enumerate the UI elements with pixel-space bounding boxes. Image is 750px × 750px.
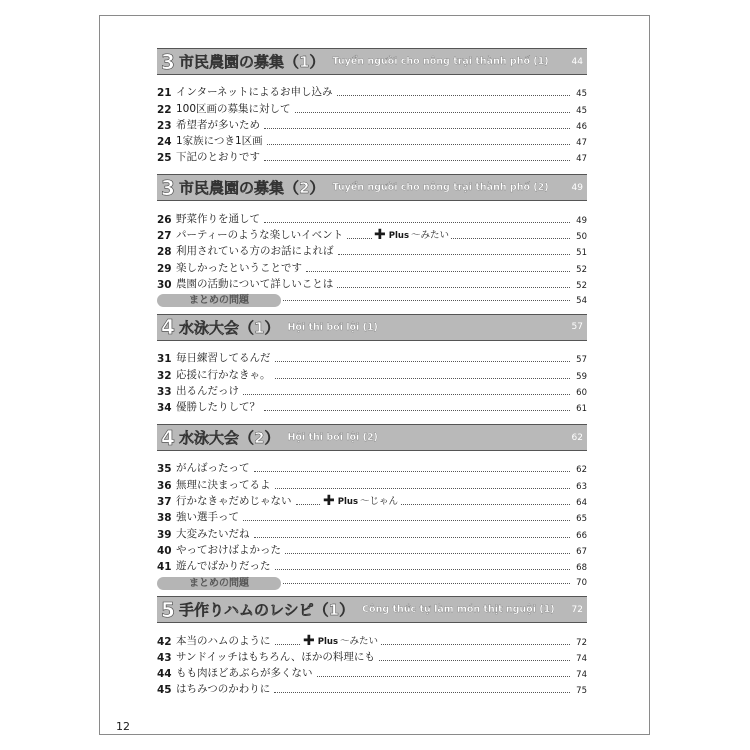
plus-note: [321, 493, 400, 510]
section-title: 水泳大会（1）: [179, 318, 280, 337]
dot-leader: [275, 361, 571, 362]
item-number: 28: [157, 246, 172, 259]
item-text: 優勝したりして？: [176, 401, 260, 414]
toc-item: [157, 664, 587, 680]
item-page: 51: [576, 248, 587, 259]
item-number: 41: [157, 561, 172, 574]
item-text: サンドイッチはもちろん、ほかの料理にも: [176, 650, 375, 663]
plus-note: [372, 227, 451, 244]
item-text: もも肉ほどあぶらが多くない: [176, 667, 313, 680]
toc-item: [157, 99, 587, 115]
item-text: 無理に決まってるよ: [176, 478, 271, 491]
section-header: [157, 314, 587, 341]
plus-cross-icon: ✚: [374, 227, 386, 244]
section-page: 49: [571, 182, 583, 193]
dot-leader: [264, 222, 570, 223]
summary-label: まとめの問題: [157, 294, 281, 307]
item-number: 26: [157, 213, 172, 226]
item-number: 45: [157, 684, 172, 697]
item-number: 22: [157, 103, 172, 116]
toc-item: [157, 508, 587, 524]
section-header: [157, 596, 587, 623]
item-number: 39: [157, 528, 172, 541]
section-number: 5: [161, 597, 175, 622]
item-page: 50: [576, 232, 587, 243]
summary-row: [157, 576, 587, 590]
toc-item: [157, 83, 587, 99]
section-header: [157, 424, 587, 451]
item-number: 44: [157, 668, 172, 681]
item-text: 野菜作りを通して: [176, 212, 260, 225]
item-page: 60: [576, 387, 587, 398]
plus-label: Plus: [317, 636, 339, 647]
section-subtitle: Hội thi bơi lội (2): [287, 432, 378, 444]
item-number: 25: [157, 152, 172, 165]
section-subtitle: Hội thi bơi lội (1): [287, 321, 378, 333]
page-number: 12: [116, 720, 130, 733]
toc-item: [157, 557, 587, 573]
toc-item: [157, 148, 587, 164]
dot-leader: [243, 520, 570, 521]
item-number: 37: [157, 496, 172, 509]
dot-leader: [264, 410, 570, 411]
dot-leader: [264, 160, 570, 161]
dot-leader: [306, 271, 570, 272]
item-text: 本当のハムのように: [176, 634, 271, 647]
item-text: 楽しかったということです: [176, 261, 302, 274]
section-title: 市民農園の募集（1）: [179, 53, 325, 71]
section-subtitle: Tuyển người cho nông trại thành phố (2): [332, 182, 549, 194]
dot-leader: [283, 300, 570, 301]
toc-item: [157, 459, 587, 475]
dot-leader: [275, 569, 571, 570]
item-number: 42: [157, 635, 172, 648]
dot-leader: [275, 378, 571, 379]
item-number: 34: [157, 402, 172, 415]
toc-item: [157, 242, 587, 258]
toc-item: [157, 524, 587, 540]
dot-leader: [285, 553, 570, 554]
plus-note: [301, 633, 380, 647]
item-page: 52: [576, 264, 587, 275]
item-number: 33: [157, 385, 172, 398]
toc-item: [157, 349, 587, 365]
toc-item: [157, 398, 587, 414]
section-title: 市民農園の募集（2）: [179, 179, 325, 198]
dot-leader: [254, 471, 571, 472]
section-number: 3: [161, 175, 175, 200]
section-title: 水泳大会（2）: [179, 429, 280, 448]
item-page: 47: [576, 154, 587, 165]
toc-item: [157, 226, 587, 242]
item-page: 45: [576, 105, 587, 116]
item-page: 66: [576, 530, 587, 541]
section-page: 62: [571, 432, 583, 443]
item-page: 74: [576, 670, 587, 681]
item-page: 64: [576, 498, 587, 509]
dot-leader: [275, 488, 571, 489]
section-page: 72: [571, 604, 583, 615]
item-text: 農園の活動について詳しいことは: [176, 277, 334, 290]
plus-cross-icon: ✚: [323, 493, 335, 510]
item-page: 52: [576, 280, 587, 291]
item-page: 63: [576, 481, 587, 492]
plus-cross-icon: ✚: [303, 632, 315, 649]
dot-leader: [295, 112, 570, 113]
item-text: 1家族につき1区画: [176, 135, 263, 148]
toc-item: [157, 648, 587, 664]
item-page: 65: [576, 514, 587, 525]
dot-leader: [264, 128, 570, 129]
item-text: やっておけばよかった: [176, 543, 281, 556]
dot-leader: [379, 660, 570, 661]
item-number: 27: [157, 230, 172, 243]
item-text: 毎日練習してるんだ: [176, 352, 271, 365]
toc-item: [157, 631, 587, 647]
item-page: 70: [576, 578, 587, 589]
item-number: 43: [157, 651, 172, 664]
toc-item: [157, 541, 587, 557]
toc-item: [157, 680, 587, 696]
section-page: 44: [571, 56, 583, 67]
item-page: 54: [576, 295, 587, 306]
toc-item: [157, 132, 587, 148]
plus-text: 〜みたい: [411, 230, 450, 242]
item-number: 30: [157, 278, 172, 291]
item-text: インターネットによるお申し込み: [176, 86, 333, 99]
item-number: 38: [157, 512, 172, 525]
item-number: 40: [157, 544, 172, 557]
item-page: 47: [576, 138, 587, 149]
section-title: 手作りハムのレシピ（1）: [179, 601, 355, 620]
item-text: 行かなきゃだめじゃない: [176, 495, 292, 508]
dot-leader: [283, 583, 570, 584]
item-page: 46: [576, 121, 587, 132]
toc-item: [157, 209, 587, 225]
item-text: 応援に行かなきゃ。: [176, 368, 271, 381]
section-subtitle: Công thức tự làm món thịt nguội (1): [362, 604, 555, 616]
dot-leader: [274, 692, 570, 693]
dot-leader: [317, 676, 571, 677]
item-page: 67: [576, 546, 587, 557]
plus-text: 〜じゃん: [360, 496, 399, 508]
item-page: 62: [576, 465, 587, 476]
item-page: 68: [576, 563, 587, 574]
item-page: 57: [576, 355, 587, 366]
item-number: 31: [157, 353, 172, 366]
toc-item: [157, 365, 587, 381]
section-number: 3: [161, 49, 175, 74]
item-text: 遊んでばかりだった: [176, 560, 271, 573]
section-page: 57: [571, 322, 583, 333]
item-text: パーティーのような楽しいイベント: [176, 229, 344, 242]
plus-label: Plus: [388, 231, 410, 242]
item-page: 49: [576, 215, 587, 226]
item-number: 21: [157, 87, 172, 100]
item-text: はちみつのかわりに: [176, 683, 271, 696]
summary-label: まとめの問題: [157, 577, 281, 590]
item-number: 36: [157, 479, 172, 492]
item-page: 61: [576, 404, 587, 415]
toc-item: [157, 275, 587, 291]
item-text: 出るんだっけ: [176, 384, 239, 397]
plus-label: Plus: [337, 497, 359, 508]
item-text: 希望者が多いため: [176, 118, 260, 131]
toc-item: [157, 475, 587, 491]
dot-leader: [243, 394, 570, 395]
dot-leader: [337, 95, 570, 96]
item-text: 強い選手って: [176, 511, 239, 524]
item-page: 75: [576, 686, 587, 697]
section-number: 4: [161, 315, 175, 340]
item-text: 下記のとおりです: [176, 151, 260, 164]
item-text: がんばったって: [176, 462, 250, 475]
dot-leader: [337, 287, 570, 288]
item-text: 大変みたいだね: [176, 527, 250, 540]
section-header: [157, 174, 587, 201]
section-header: [157, 48, 587, 75]
item-page: 59: [576, 371, 587, 382]
toc-item: [157, 492, 587, 508]
item-number: 35: [157, 463, 172, 476]
item-page: 72: [576, 637, 587, 648]
item-number: 23: [157, 119, 172, 132]
item-page: 45: [576, 89, 587, 100]
item-text: 利用されている方のお話によれば: [176, 245, 334, 258]
item-number: 32: [157, 369, 172, 382]
item-number: 24: [157, 136, 172, 149]
dot-leader: [267, 144, 570, 145]
toc-item: [157, 116, 587, 132]
summary-row: [157, 294, 587, 308]
item-number: 29: [157, 262, 172, 275]
dot-leader: [254, 537, 571, 538]
toc-item: [157, 382, 587, 398]
dot-leader: [338, 254, 571, 255]
item-page: 74: [576, 653, 587, 664]
table-of-contents: [157, 48, 587, 696]
section-subtitle: Tuyển người cho nông trại thành phố (1): [332, 56, 549, 67]
item-text: 100区画の募集に対して: [176, 102, 291, 115]
toc-item: [157, 258, 587, 274]
plus-text: 〜みたい: [340, 635, 379, 647]
section-number: 4: [161, 425, 175, 450]
